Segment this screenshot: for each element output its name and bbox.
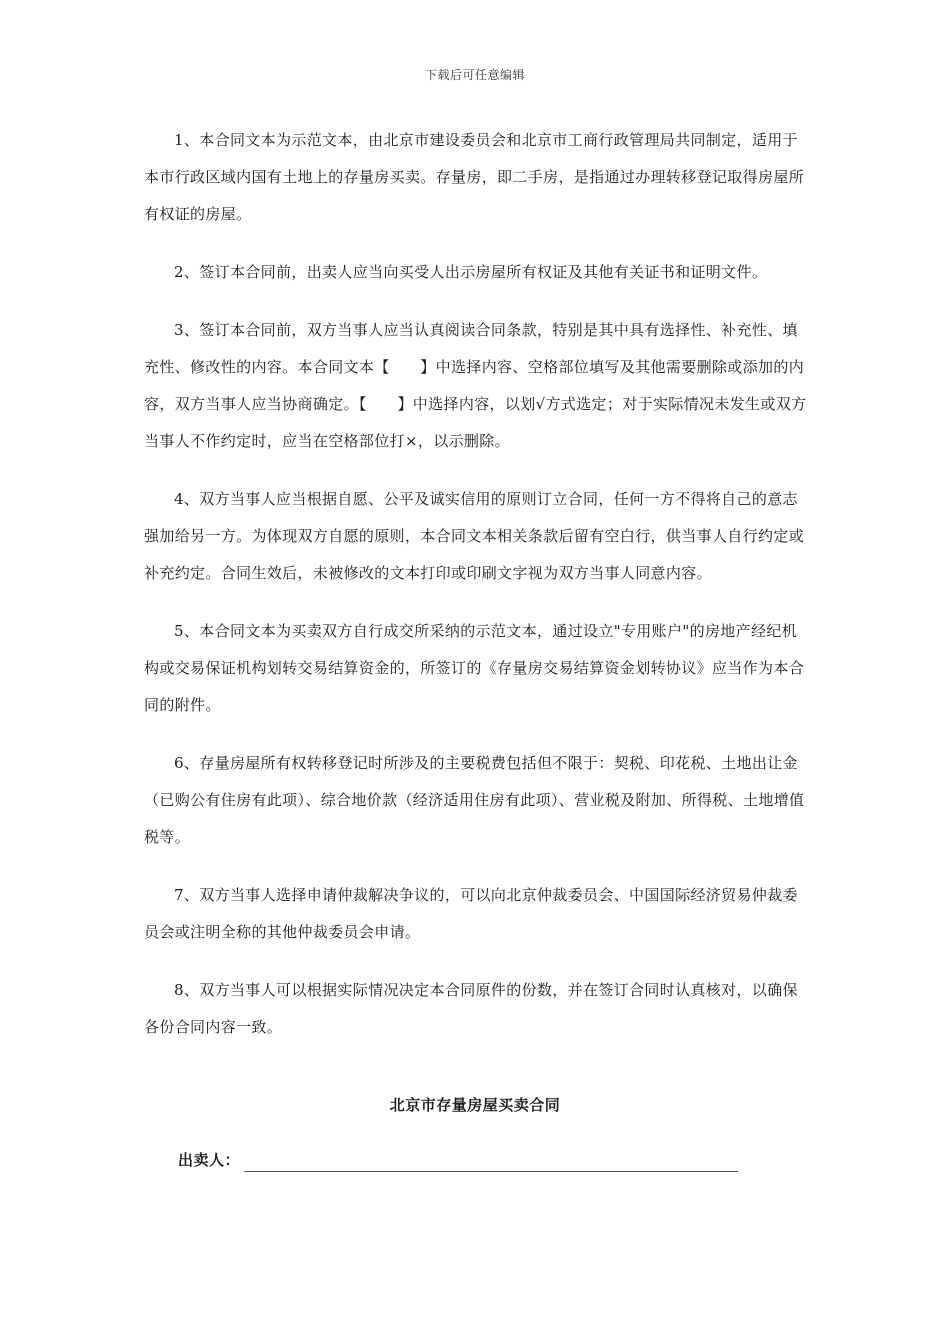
instruction-paragraph-2: 2、签订本合同前，出卖人应当向买受人出示房屋所有权证及其他有关证书和证明文件。 xyxy=(174,263,768,281)
instruction-paragraph-1: 1、本合同文本为示范文本，由北京市建设委员会和北京市工商行政管理局共同制定，适用于本市行政区域内国有土地上的存量房买卖。存量房，即二手房，是指通过办理转移登记取得房屋所有权证的房屋。 xyxy=(144,131,805,223)
header-note: 下载后可任意编辑 xyxy=(424,68,525,82)
instruction-paragraph-6: 6、存量房屋所有权转移登记时所涉及的主要税费包括但不限于：契税、印花税、土地出让金（已购公有住房有此项）、综合地价款（经济适用住房有此项）、营业税及附加、所得税、土地增值税等。 xyxy=(144,754,805,846)
seller-field-row xyxy=(178,1148,738,1172)
instruction-paragraph-4: 4、双方当事人应当根据自愿、公平及诚实信用的原则订立合同，任何一方不得将自己的意志强加给另一方。为体现双方自愿的原则，本合同文本相关条款后留有空白行，供当事人自行约定或补充约定。合同生效后，未被修改的文本打印或印刷文字视为双方当事人同意内容。 xyxy=(144,490,805,582)
instruction-paragraph-5: 5、本合同文本为买卖双方自行成交所采纳的示范文本，通过设立"专用账户"的房地产经纪机构或交易保证机构划转交易结算资金的，所签订的《存量房交易结算资金划转协议》应当作为本合同的附件。 xyxy=(144,622,805,714)
seller-blank-line[interactable] xyxy=(244,1153,738,1172)
seller-label: 出卖人： xyxy=(178,1151,241,1169)
instruction-paragraph-3: 3、签订本合同前，双方当事人应当认真阅读合同条款，特别是其中具有选择性、补充性、填充性、修改性的内容。本合同文本【 】中选择内容、空格部位填写及其他需要删除或添加的内容，双方当事人应当协商确定。【 】中选择内容，以划√方式选定；对于实际情况未发生或双方当事人不作约定时，应当在空格部位打×，以示删除。 xyxy=(144,321,807,450)
instructions-body xyxy=(144,122,808,1067)
contract-title: 北京市存量房屋买卖合同 xyxy=(389,1096,561,1114)
instruction-paragraph-7: 7、双方当事人选择申请仲裁解决争议的，可以向北京仲裁委员会、中国国际经济贸易仲裁委员会或注明全称的其他仲裁委员会申请。 xyxy=(144,886,798,941)
instruction-paragraph-8: 8、双方当事人可以根据实际情况决定本合同原件的份数，并在签订合同时认真核对，以确保各份合同内容一致。 xyxy=(144,981,798,1036)
